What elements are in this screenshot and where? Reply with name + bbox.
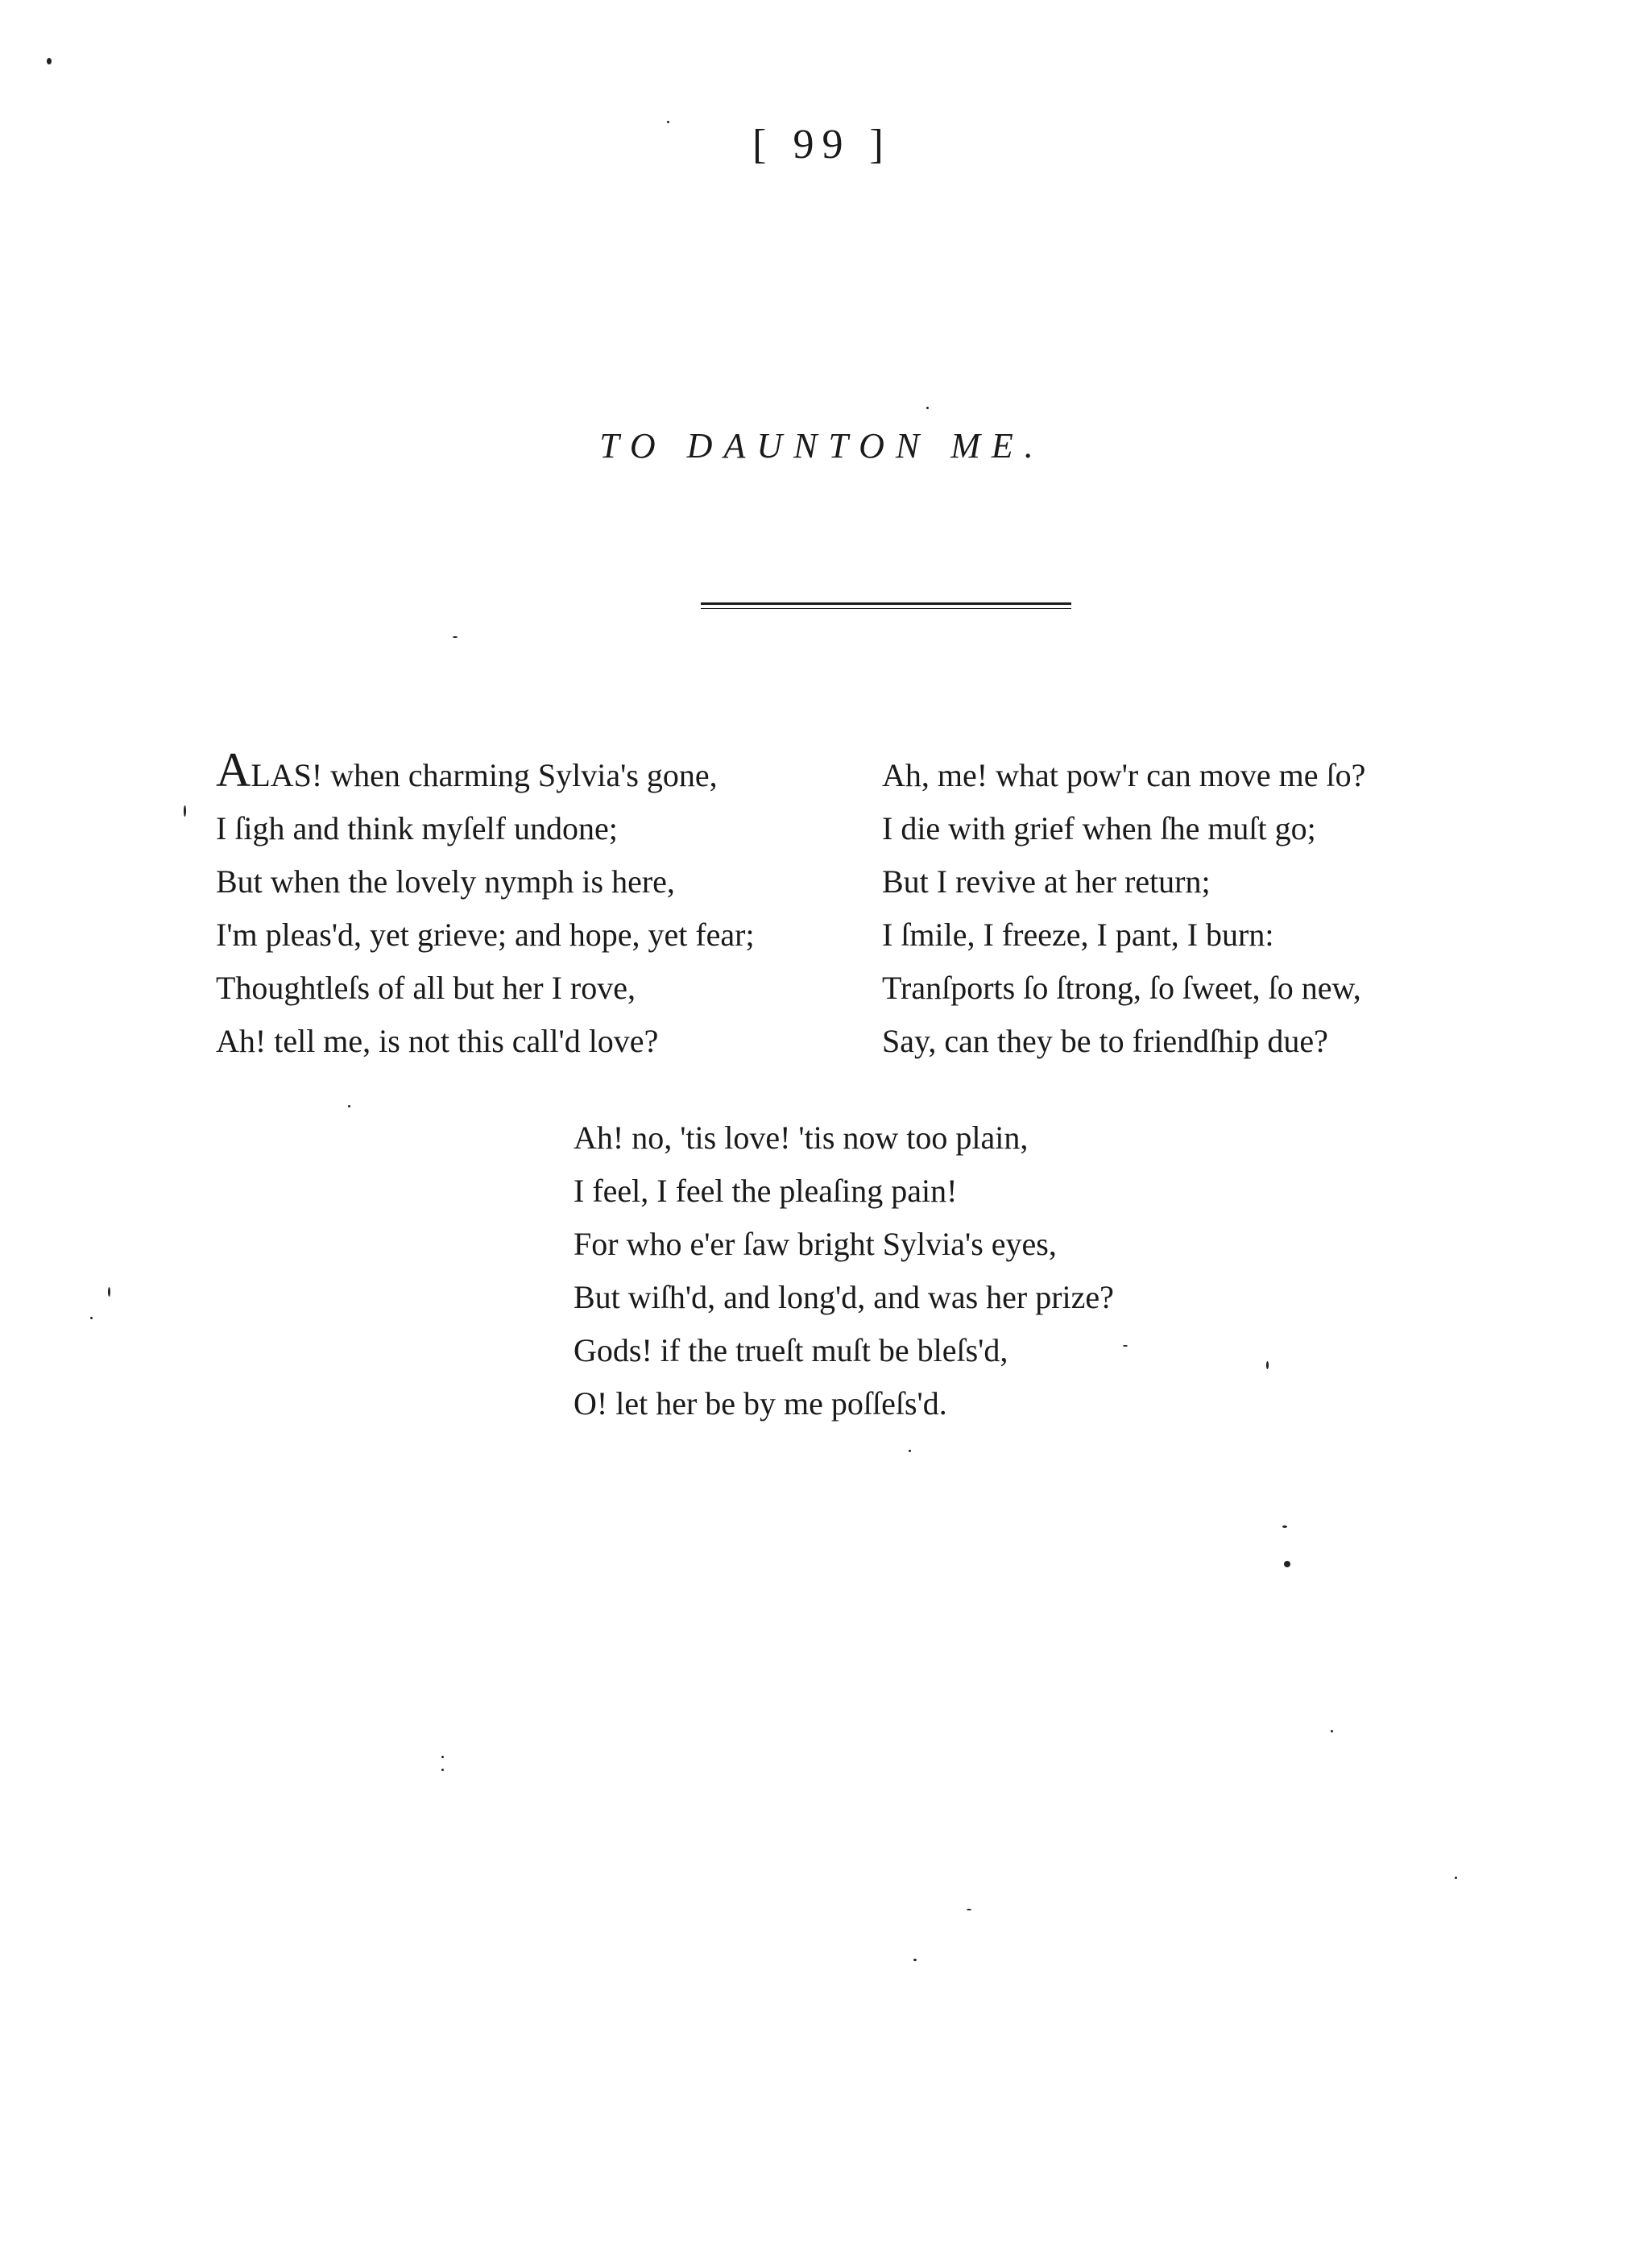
scan-speck: [667, 121, 669, 123]
scan-speck: [453, 636, 458, 638]
scan-speck: [1284, 1561, 1290, 1567]
page-number: [ 99 ]: [752, 122, 892, 168]
scan-speck: [441, 1769, 444, 1771]
verse-line: But when the lovely nymph is here,: [216, 863, 675, 900]
scan-speck: [1331, 1730, 1333, 1732]
verse-line: Ah! no, 'tis love! 'tis now too plain,: [574, 1120, 1029, 1156]
scan-speck: [47, 58, 52, 64]
stanza-right: [882, 749, 1365, 1068]
title-divider: [701, 602, 1071, 614]
verse-line: For who e'er ſaw bright Sylvia's eyes,: [574, 1226, 1057, 1262]
scan-speck: [926, 407, 929, 409]
verse-line: Ah, me! what pow'r can move me ſo?: [882, 757, 1366, 793]
verse-line: I ſigh and think myſelf undone;: [216, 810, 618, 846]
scan-speck: [348, 1105, 350, 1107]
scan-speck: [1123, 1345, 1128, 1347]
drop-cap: A: [216, 743, 251, 797]
verse-line: Ah! tell me, is not this call'd love?: [216, 1023, 659, 1059]
scan-speck: [967, 1909, 971, 1910]
scan-speck: [441, 1756, 444, 1758]
verse-line: I feel, I feel the pleaſing pain!: [574, 1173, 958, 1209]
verse-line: I die with grief when ſhe muſt go;: [882, 810, 1316, 846]
verse-line: Say, can they be to friendſhip due?: [882, 1023, 1328, 1059]
verse-line: [216, 743, 755, 802]
scan-speck: [1266, 1361, 1269, 1369]
verse-line: I'm pleas'd, yet grieve; and hope, yet fear;: [216, 917, 755, 953]
stanza-final: [574, 1111, 1114, 1430]
verse-line: But I revive at her return;: [882, 863, 1211, 900]
divider-line-thin: [701, 608, 1071, 609]
scan-speck: [108, 1287, 110, 1297]
verse-line: O! let her be by me poſſeſs'd.: [574, 1385, 947, 1422]
verse-line-text: LAS! when charming Sylvia's gone,: [251, 757, 718, 793]
verse-line: But wiſh'd, and long'd, and was her prize?: [574, 1279, 1114, 1315]
verse-line: Gods! if the trueſt muſt be bleſs'd,: [574, 1332, 1008, 1368]
scan-speck: [913, 1959, 917, 1961]
scan-speck: [909, 1450, 911, 1452]
scan-speck: [1455, 1877, 1457, 1879]
verse-line: I ſmile, I freeze, I pant, I burn:: [882, 917, 1274, 953]
stanza-left: [216, 743, 755, 1068]
verse-line: Thoughtleſs of all but her I rove,: [216, 970, 636, 1006]
divider-line-thick: [701, 602, 1071, 605]
scan-speck: [184, 805, 186, 817]
scan-speck: [1282, 1525, 1287, 1528]
scan-speck: [90, 1317, 93, 1319]
poem-title: TO DAUNTON ME.: [599, 426, 1045, 466]
verse-line: Tranſports ſo ſtrong, ſo ſweet, ſo new,: [882, 970, 1361, 1006]
